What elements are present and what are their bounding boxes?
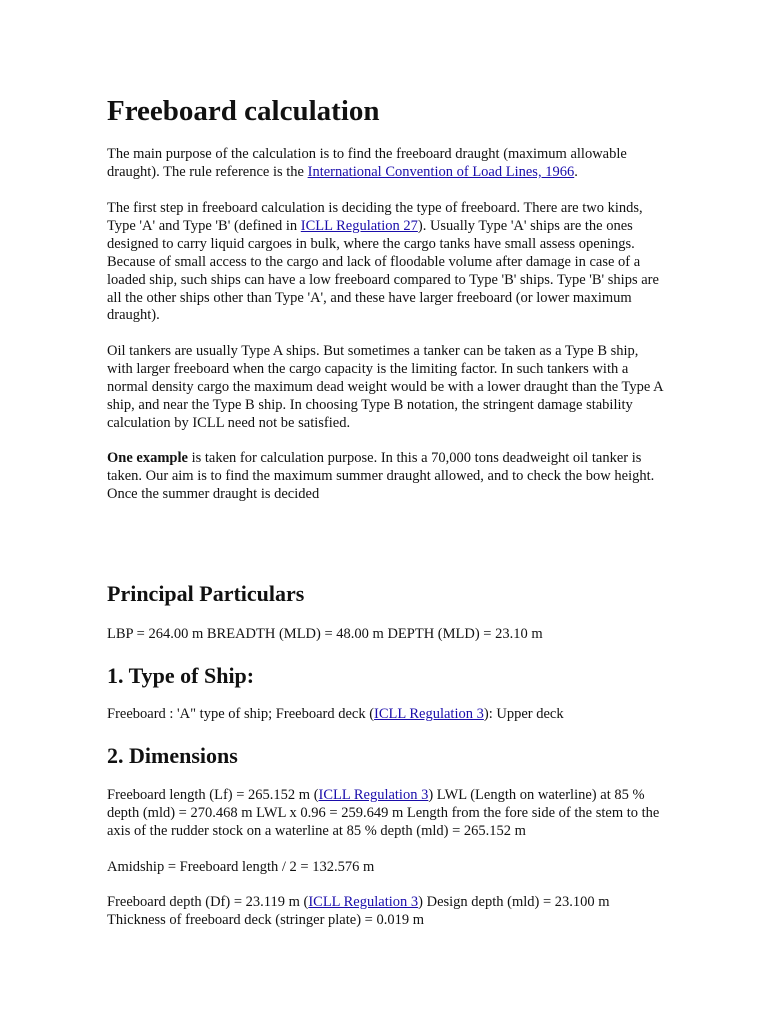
types-text-end: ). Usually Type 'A' ships are the ones designed to carry liquid cargoes in bulk, where the cargo tanks have small assess openings. Because of small access to the cargo and lack of floodable volume after damage in case of a loaded ship, such ships can have a low freeboard compared to Type 'B' ships. Type 'B' ships are all the other ships other than Type 'A', and these have larger freeboard (or lower maximum draught). xyxy=(107,217,659,324)
principal-particulars-text: LBP = 264.00 m BREADTH (MLD) = 48.00 m DEPTH (MLD) = 23.10 m xyxy=(107,626,543,642)
type-of-ship-text xyxy=(107,706,667,724)
tankers-paragraph: Oil tankers are usually Type A ships. But sometimes a tanker can be taken as a Type B ship, with larger freeboard when the cargo capacity is the limiting factor. In such tankers with a normal density cargo the maximum dead weight would be with a lower draught than the Type A ship, and near the Type B ship. In choosing Type B notation, the stringent damage stability calculation by ICLL need not be satisfied. xyxy=(107,343,663,431)
icll-regulation-27-link[interactable]: ICLL Regulation 27 xyxy=(300,217,418,234)
load-lines-convention-link[interactable]: International Convention of Load Lines, 1966 xyxy=(307,163,575,180)
page-title: Freeboard calculation xyxy=(107,95,380,127)
freeboard-depth-text-end: ) Design depth (mld) = 23.100 m Thickness of freeboard deck (stringer plate) = 0.019 m xyxy=(107,894,610,928)
type-of-ship-text-end: ): Upper deck xyxy=(483,706,564,722)
freeboard-depth-text: Freeboard depth (Df) = 23.119 m ( xyxy=(107,894,309,910)
intro-text: The main purpose of the calculation is to find the freeboard draught (maximum allowable draught). The rule reference is the xyxy=(107,146,627,180)
icll-regulation-3-link[interactable]: ICLL Regulation 3 xyxy=(308,894,419,910)
icll-regulation-3-link[interactable]: ICLL Regulation 3 xyxy=(318,787,429,803)
freeboard-depth-paragraph xyxy=(107,894,667,930)
freeboard-length-text-end: ) LWL (Length on waterline) at 85 % depth (mld) = 270.468 m LWL x 0.96 = 259.649 m Length from the fore side of the stem to the axis of the rudder stock on a waterline at 85 % depth (mld) = 265.152 m xyxy=(107,787,660,839)
principal-particulars-heading: Principal Particulars xyxy=(107,581,305,606)
example-bold-text: One example xyxy=(107,450,188,466)
example-paragraph xyxy=(107,450,667,504)
intro-text-end: . xyxy=(574,163,578,180)
dimensions-heading: 2. Dimensions xyxy=(107,743,238,768)
types-text: The first step in freeboard calculation is deciding the type of freeboard. There are two kinds, Type 'A' and Type 'B' (defined in xyxy=(107,200,643,234)
freeboard-length-text: Freeboard length (Lf) = 265.152 m ( xyxy=(107,787,319,803)
freeboard-length-paragraph xyxy=(107,787,667,841)
type-of-ship-text-start: Freeboard : 'A" type of ship; Freeboard deck ( xyxy=(107,706,375,722)
amidship-paragraph: Amidship = Freeboard length / 2 = 132.576 m xyxy=(107,859,375,875)
type-of-ship-heading: 1. Type of Ship: xyxy=(107,663,255,688)
intro-paragraph xyxy=(107,146,667,182)
freeboard-types-paragraph xyxy=(107,200,667,325)
example-text: is taken for calculation purpose. In this a 70,000 tons deadweight oil tanker is taken. Our aim is to find the maximum summer draught allowed, and to check the bow height. Once the summer draught is decided xyxy=(107,450,655,502)
icll-regulation-3-link[interactable]: ICLL Regulation 3 xyxy=(374,706,484,722)
